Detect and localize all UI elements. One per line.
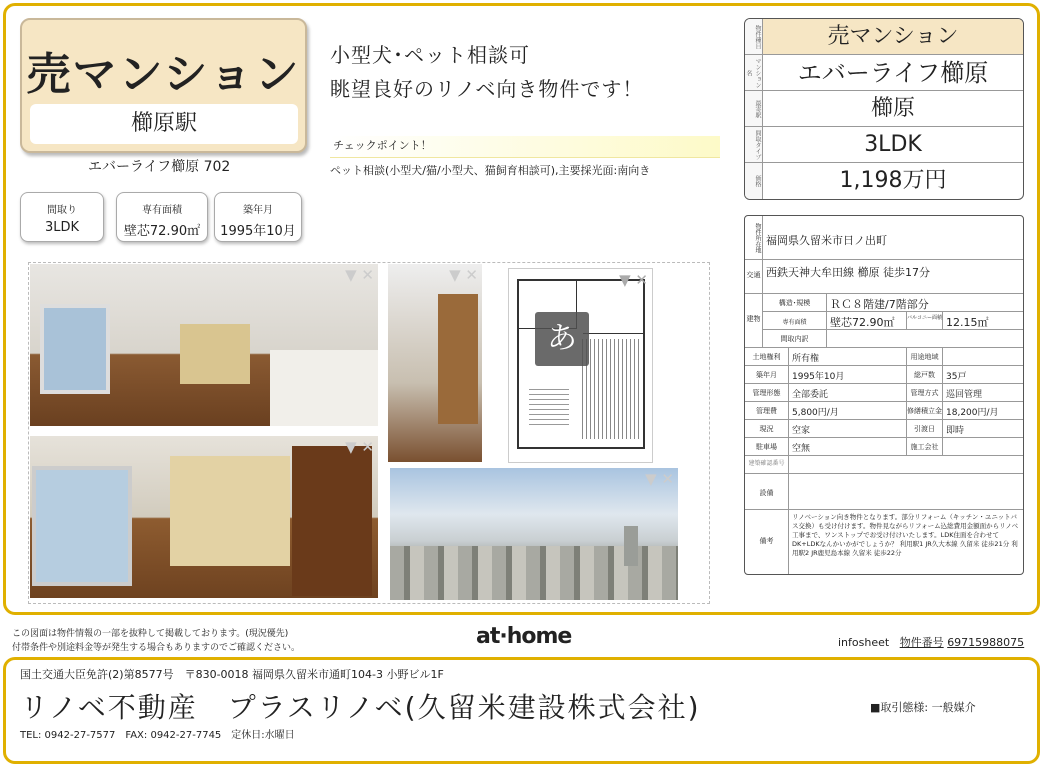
summary-row: 物件種目 売マンション: [745, 19, 1023, 55]
tatami-room-shape: [180, 324, 250, 384]
checkpoint-title: チェックポイント！: [330, 136, 720, 158]
photo-controls-icon[interactable]: ▼ ✕: [345, 266, 374, 284]
property-type-title: 売マンション: [26, 49, 301, 100]
summary-row: 価格 1,198万円: [745, 163, 1023, 199]
photo-controls-icon[interactable]: ▼ ✕: [449, 266, 478, 284]
company-name: リノベ不動産 プラスリノベ(久留米建設株式会社): [20, 691, 701, 724]
headline: 小型犬･ペット相談可 眺望良好のリノベ向き物件です！: [330, 43, 644, 101]
transport: 西鉄天神大牟田線 櫛原 徒歩17分: [763, 260, 1023, 294]
total-units: 35戸: [943, 366, 1023, 384]
disclaimer: この図面は物件情報の一部を抜粋して掲載しております。(現況優先) 付帯条件や別途料金等が発生する場合もありますのでご確認ください。: [12, 629, 301, 653]
contact-info: TEL: 0942-27-7577 FAX: 0942-27-7745 定休日:水曜日: [20, 730, 295, 741]
photo-controls-icon[interactable]: ▼ ✕: [645, 470, 674, 488]
balcony-area: 12.15㎡: [943, 312, 1023, 330]
built-date: 1995年10月: [789, 366, 907, 384]
management-fee: 5,800円/月: [789, 402, 907, 420]
athome-logo: at·home: [476, 624, 572, 649]
deal-type: ■取引態様: 一般媒介: [870, 701, 976, 714]
summary-row: 最寄駅 櫛原: [745, 91, 1023, 127]
spec-built: 築年月 1995年10月: [214, 192, 302, 242]
floor-area: 壁芯72.90㎡: [827, 312, 907, 330]
checkpoint-text: ペット相談(小型犬/猫/小型犬、猫飼育相談可),主要採光面:南向き: [330, 164, 651, 177]
photo-hallway[interactable]: [388, 264, 482, 462]
summary-table: [744, 18, 1024, 200]
photo-tatami-room[interactable]: [30, 436, 378, 598]
door-shape: [438, 294, 478, 424]
title-card: [20, 18, 307, 153]
door-shape: [292, 446, 372, 596]
spec-layout: 間取り 3LDK: [20, 192, 104, 242]
window-shape: [32, 466, 132, 586]
summary-row: マンション名 エバーライフ櫛原: [745, 55, 1023, 91]
address: 福岡県久留米市日ノ出町: [763, 216, 1023, 260]
land-right: 所有権: [789, 348, 907, 366]
tatami-room-shape: [170, 456, 290, 566]
license-info: 国土交通大臣免許(2)第8577号 〒830-0018 福岡県久留米市通町104-3 小野ビル1F: [20, 668, 444, 681]
property-id[interactable]: 69715988075: [947, 636, 1025, 649]
station-name: 櫛原駅: [30, 104, 298, 144]
photo-living-room[interactable]: [30, 264, 378, 426]
spec-area: 専有面積 壁芯72.90㎡: [116, 192, 208, 242]
repair-reserve: 18,200円/月: [943, 402, 1023, 420]
remarks: リノベーション向き物件となります。部分リフォーム（キッチン・ユニットバス交換）も受け付けます。物件見ながらリフォーム込総費用金額面からリノベ工事まで、ワンストップでお受け付けいたします。LDK住面を合わせてDK+LDKなんかいかがでしょうか？ 利用駅1 JR久大本線 久留米 徒歩21分 利用駅2 JR鹿児島本線 久留米 徒歩22分: [792, 513, 1019, 557]
detail-table: 物件所在地 福岡県久留米市日ノ出町 交通 西鉄天神大牟田線 櫛原 徒歩17分 建物 構造･規模 ＲＣ８階建/7階部分 専有面積 壁芯72.90㎡ バルコニー面積 12.15㎡ 間取内訳 土地権利 所有権 用途地域 築年月 1995年10月 総戸数 35戸 管理形態 全部委託 管理方式 巡回管理 管理費 5,800円/月 修繕積立金 18,200円/月 現況 空家 引渡日 即時 駐車場 空無 施工会社 建築確認番号 設備 備考 リノベーション向き物件となります。部分リフォーム（キッチン・ユニットバス交換）も受け付けます。物件見ながらリフォーム込総費用金額面からリノベ工事まで、ワンストップでお受け付けいたします。LDK住面を合わせてDK+LDKなんかいかがでしょうか？ 利用駅1 JR久大本線 久留米 徒歩21分 利用駅2 JR鹿児島本線 久留米 徒歩22分: [744, 215, 1024, 575]
floorplan-tatami: [529, 389, 569, 429]
structure: ＲＣ８階建/7階部分: [827, 294, 1023, 312]
sheet-id: infosheet 物件番号 69715988075: [838, 636, 1025, 649]
photo-controls-icon[interactable]: ▼ ✕: [345, 438, 374, 456]
counter-shape: [270, 350, 378, 426]
summary-row: 間取タイプ 3LDK: [745, 127, 1023, 163]
window-shape: [40, 304, 110, 394]
tower-shape: [624, 526, 638, 566]
floorplan-badge: あ: [535, 312, 589, 366]
building-caption: エバーライフ櫛原 702: [88, 159, 231, 175]
photo-city-view[interactable]: [390, 468, 678, 600]
photo-controls-icon[interactable]: ▼ ✕: [619, 271, 648, 289]
